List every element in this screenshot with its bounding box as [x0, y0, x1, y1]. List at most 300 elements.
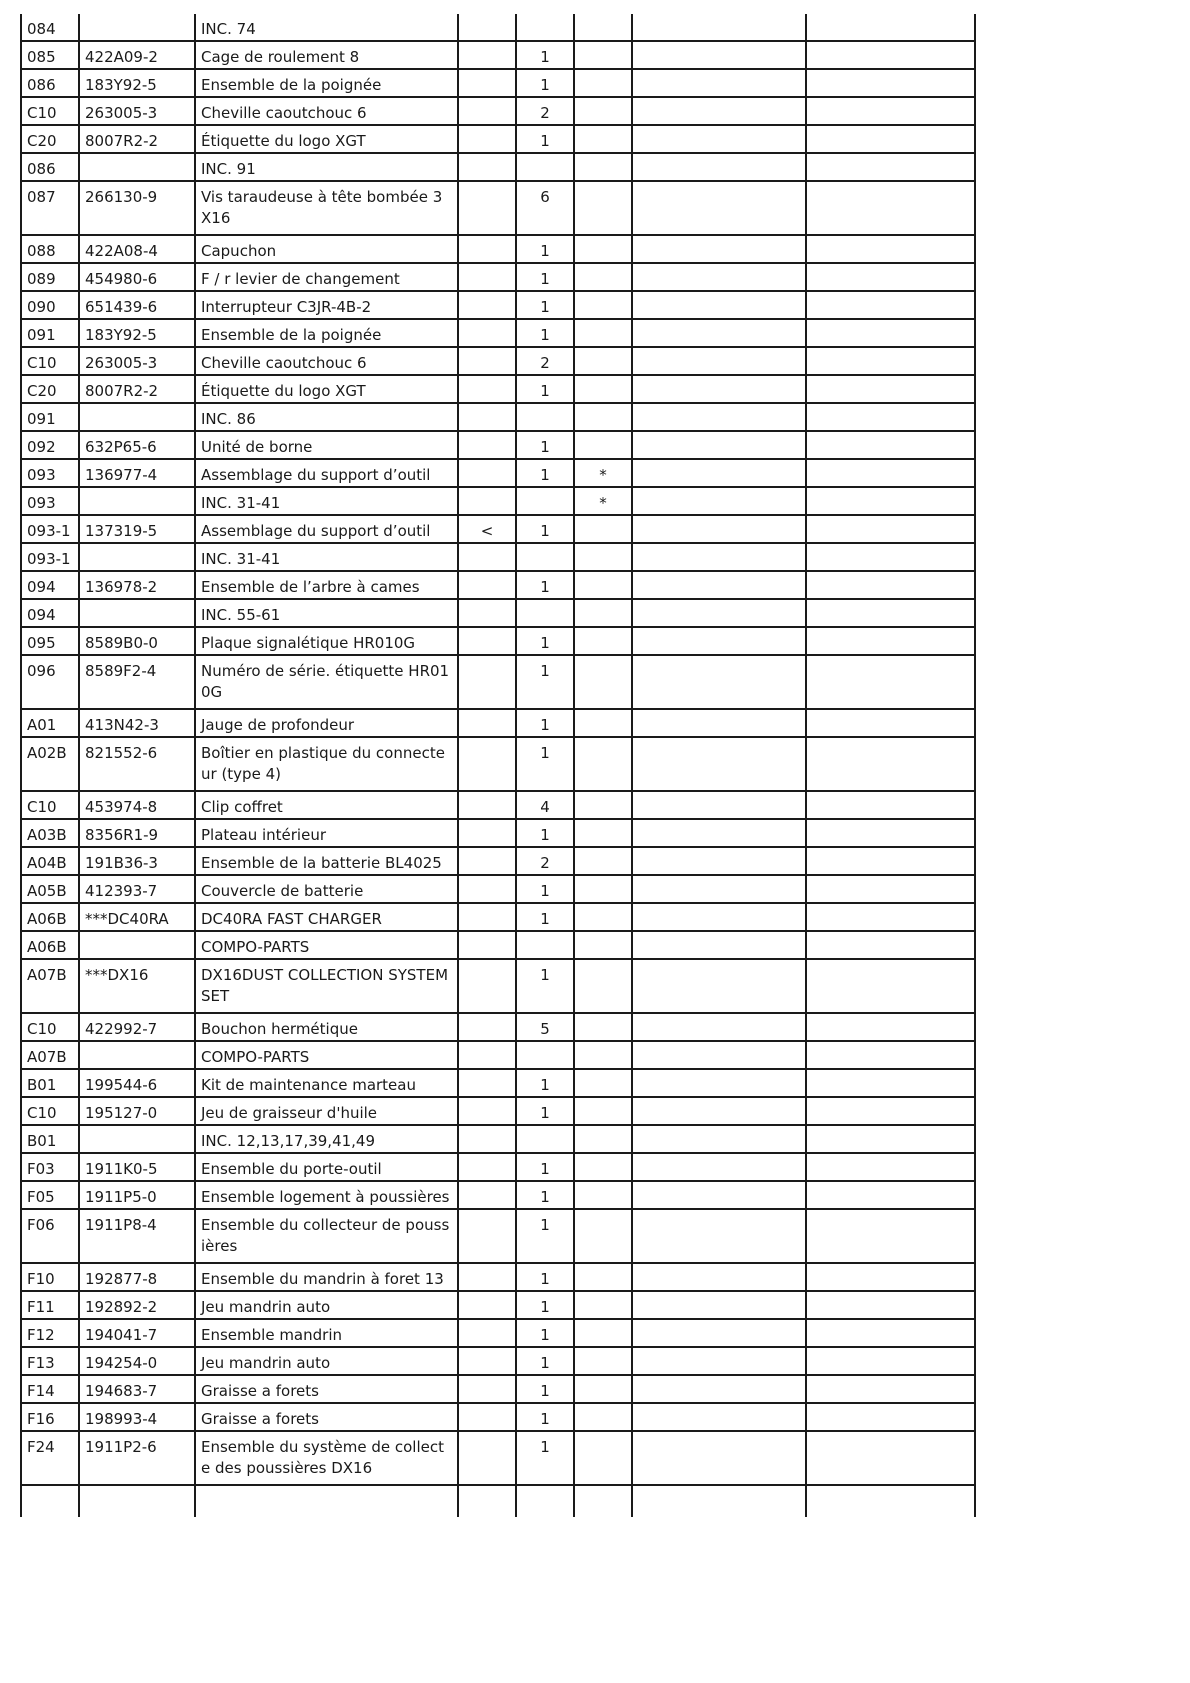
mark-cell: [574, 791, 632, 819]
part-number-cell: [79, 599, 195, 627]
note-cell: [458, 1291, 516, 1319]
description-cell: Bouchon hermétique: [195, 1013, 458, 1041]
part-number-cell: 1911K0-5: [79, 1153, 195, 1181]
note-cell: [458, 459, 516, 487]
quantity-cell: 1: [516, 875, 574, 903]
table-row: [21, 709, 975, 737]
mark-cell: [574, 1431, 632, 1485]
empty-cell: [632, 487, 806, 515]
description-cell: Ensemble logement à poussières: [195, 1181, 458, 1209]
description-cell: Jauge de profondeur: [195, 709, 458, 737]
empty-cell: [806, 709, 975, 737]
part-number-cell: 1911P5-0: [79, 1181, 195, 1209]
quantity-cell: 1: [516, 571, 574, 599]
note-cell: [458, 1403, 516, 1431]
note-cell: [458, 375, 516, 403]
quantity-cell: 1: [516, 1431, 574, 1485]
item-number-cell: [21, 1485, 79, 1517]
note-cell: [458, 1181, 516, 1209]
part-number-cell: 194041-7: [79, 1319, 195, 1347]
part-number-cell: 136978-2: [79, 571, 195, 599]
table-row: [21, 847, 975, 875]
empty-cell: [632, 1013, 806, 1041]
item-number-cell: B01: [21, 1125, 79, 1153]
note-cell: [458, 791, 516, 819]
quantity-cell: 2: [516, 97, 574, 125]
empty-cell: [632, 41, 806, 69]
empty-cell: [632, 847, 806, 875]
empty-cell: [806, 655, 975, 709]
table-row: [21, 1013, 975, 1041]
mark-cell: [574, 543, 632, 571]
item-number-cell: 089: [21, 263, 79, 291]
empty-cell: [806, 819, 975, 847]
part-number-cell: 1911P2-6: [79, 1431, 195, 1485]
mark-cell: [574, 347, 632, 375]
empty-cell: [632, 819, 806, 847]
part-number-cell: 8007R2-2: [79, 125, 195, 153]
table-row: [21, 1485, 975, 1517]
empty-cell: [806, 1041, 975, 1069]
part-number-cell: ***DC40RA: [79, 903, 195, 931]
table-row: [21, 1069, 975, 1097]
quantity-cell: [516, 153, 574, 181]
table-row: [21, 459, 975, 487]
empty-cell: [806, 599, 975, 627]
empty-cell: [632, 1125, 806, 1153]
empty-cell: [806, 1069, 975, 1097]
item-number-cell: 094: [21, 571, 79, 599]
mark-cell: [574, 1403, 632, 1431]
description-cell: Ensemble de la batterie BL4025: [195, 847, 458, 875]
empty-cell: [806, 543, 975, 571]
note-cell: [458, 959, 516, 1013]
quantity-cell: 1: [516, 819, 574, 847]
empty-cell: [806, 1347, 975, 1375]
mark-cell: [574, 1209, 632, 1263]
part-number-cell: 194683-7: [79, 1375, 195, 1403]
note-cell: [458, 931, 516, 959]
mark-cell: [574, 599, 632, 627]
mark-cell: [574, 153, 632, 181]
empty-cell: [632, 459, 806, 487]
empty-cell: [632, 655, 806, 709]
mark-cell: [574, 959, 632, 1013]
quantity-cell: 1: [516, 1375, 574, 1403]
parts-table: [20, 14, 976, 1517]
table-row: [21, 347, 975, 375]
item-number-cell: F12: [21, 1319, 79, 1347]
parts-table-body: [21, 14, 975, 1517]
table-row: [21, 875, 975, 903]
empty-cell: [806, 125, 975, 153]
item-number-cell: 086: [21, 153, 79, 181]
note-cell: [458, 97, 516, 125]
empty-cell: [632, 291, 806, 319]
empty-cell: [632, 235, 806, 263]
description-cell: Cheville caoutchouc 6: [195, 97, 458, 125]
table-row: [21, 655, 975, 709]
table-row: [21, 543, 975, 571]
part-number-cell: 1911P8-4: [79, 1209, 195, 1263]
empty-cell: [806, 1319, 975, 1347]
empty-cell: [806, 1209, 975, 1263]
item-number-cell: 092: [21, 431, 79, 459]
table-row: [21, 375, 975, 403]
description-cell: Kit de maintenance marteau: [195, 1069, 458, 1097]
part-number-cell: 454980-6: [79, 263, 195, 291]
table-row: [21, 41, 975, 69]
item-number-cell: 084: [21, 14, 79, 41]
note-cell: [458, 263, 516, 291]
mark-cell: [574, 1069, 632, 1097]
empty-cell: [632, 709, 806, 737]
mark-cell: [574, 709, 632, 737]
item-number-cell: 088: [21, 235, 79, 263]
table-row: [21, 319, 975, 347]
mark-cell: [574, 1125, 632, 1153]
empty-cell: [632, 1291, 806, 1319]
item-number-cell: A04B: [21, 847, 79, 875]
empty-cell: [632, 1041, 806, 1069]
item-number-cell: A06B: [21, 903, 79, 931]
empty-cell: [632, 1069, 806, 1097]
note-cell: [458, 235, 516, 263]
note-cell: [458, 153, 516, 181]
description-cell: Ensemble du système de collecte des poussières DX16: [195, 1431, 458, 1485]
empty-cell: [632, 571, 806, 599]
empty-cell: [806, 1485, 975, 1517]
quantity-cell: 1: [516, 1347, 574, 1375]
part-number-cell: [79, 543, 195, 571]
part-number-cell: 191B36-3: [79, 847, 195, 875]
mark-cell: *: [574, 487, 632, 515]
quantity-cell: 1: [516, 959, 574, 1013]
part-number-cell: [79, 1041, 195, 1069]
empty-cell: [806, 1263, 975, 1291]
part-number-cell: 453974-8: [79, 791, 195, 819]
quantity-cell: [516, 1041, 574, 1069]
part-number-cell: 192877-8: [79, 1263, 195, 1291]
item-number-cell: 086: [21, 69, 79, 97]
empty-cell: [806, 291, 975, 319]
empty-cell: [806, 153, 975, 181]
description-cell: Étiquette du logo XGT: [195, 125, 458, 153]
description-cell: DC40RA FAST CHARGER: [195, 903, 458, 931]
note-cell: [458, 291, 516, 319]
description-cell: Cage de roulement 8: [195, 41, 458, 69]
empty-cell: [806, 459, 975, 487]
mark-cell: [574, 69, 632, 97]
empty-cell: [632, 69, 806, 97]
description-cell: Jeu mandrin auto: [195, 1347, 458, 1375]
item-number-cell: C10: [21, 1097, 79, 1125]
item-number-cell: F24: [21, 1431, 79, 1485]
note-cell: [458, 1013, 516, 1041]
mark-cell: [574, 403, 632, 431]
part-number-cell: 199544-6: [79, 1069, 195, 1097]
quantity-cell: 1: [516, 709, 574, 737]
part-number-cell: 413N42-3: [79, 709, 195, 737]
note-cell: [458, 1431, 516, 1485]
mark-cell: [574, 1097, 632, 1125]
empty-cell: [632, 1347, 806, 1375]
empty-cell: [806, 875, 975, 903]
part-number-cell: 821552-6: [79, 737, 195, 791]
description-cell: Cheville caoutchouc 6: [195, 347, 458, 375]
empty-cell: [806, 181, 975, 235]
mark-cell: [574, 627, 632, 655]
table-row: [21, 599, 975, 627]
mark-cell: [574, 1181, 632, 1209]
empty-cell: [806, 431, 975, 459]
item-number-cell: B01: [21, 1069, 79, 1097]
table-row: [21, 263, 975, 291]
quantity-cell: [516, 403, 574, 431]
item-number-cell: 096: [21, 655, 79, 709]
item-number-cell: 095: [21, 627, 79, 655]
empty-cell: [806, 403, 975, 431]
empty-cell: [632, 1097, 806, 1125]
description-cell: INC. 55-61: [195, 599, 458, 627]
note-cell: <: [458, 515, 516, 543]
empty-cell: [806, 69, 975, 97]
item-number-cell: F16: [21, 1403, 79, 1431]
item-number-cell: 090: [21, 291, 79, 319]
quantity-cell: 5: [516, 1013, 574, 1041]
part-number-cell: 412393-7: [79, 875, 195, 903]
mark-cell: [574, 431, 632, 459]
empty-cell: [632, 1485, 806, 1517]
quantity-cell: 1: [516, 737, 574, 791]
item-number-cell: A03B: [21, 819, 79, 847]
table-row: [21, 431, 975, 459]
part-number-cell: [79, 487, 195, 515]
mark-cell: [574, 41, 632, 69]
part-number-cell: 183Y92-5: [79, 69, 195, 97]
table-row: [21, 1347, 975, 1375]
mark-cell: [574, 1375, 632, 1403]
note-cell: [458, 875, 516, 903]
mark-cell: [574, 291, 632, 319]
description-cell: Ensemble mandrin: [195, 1319, 458, 1347]
empty-cell: [806, 1125, 975, 1153]
part-number-cell: [79, 153, 195, 181]
note-cell: [458, 655, 516, 709]
quantity-cell: 1: [516, 431, 574, 459]
part-number-cell: 422A09-2: [79, 41, 195, 69]
table-row: [21, 791, 975, 819]
empty-cell: [632, 1181, 806, 1209]
note-cell: [458, 1319, 516, 1347]
quantity-cell: [516, 1125, 574, 1153]
quantity-cell: 2: [516, 347, 574, 375]
quantity-cell: 1: [516, 319, 574, 347]
mark-cell: [574, 1153, 632, 1181]
empty-cell: [806, 627, 975, 655]
description-cell: INC. 91: [195, 153, 458, 181]
empty-cell: [632, 181, 806, 235]
mark-cell: [574, 1319, 632, 1347]
mark-cell: [574, 1041, 632, 1069]
mark-cell: [574, 263, 632, 291]
description-cell: Ensemble de la poignée: [195, 319, 458, 347]
empty-cell: [806, 1181, 975, 1209]
note-cell: [458, 709, 516, 737]
empty-cell: [632, 543, 806, 571]
empty-cell: [632, 1209, 806, 1263]
item-number-cell: C20: [21, 125, 79, 153]
quantity-cell: 1: [516, 1069, 574, 1097]
part-number-cell: 183Y92-5: [79, 319, 195, 347]
part-number-cell: [79, 1125, 195, 1153]
empty-cell: [632, 319, 806, 347]
empty-cell: [806, 235, 975, 263]
empty-cell: [806, 41, 975, 69]
empty-cell: [632, 153, 806, 181]
item-number-cell: 091: [21, 403, 79, 431]
note-cell: [458, 1375, 516, 1403]
empty-cell: [806, 1403, 975, 1431]
empty-cell: [632, 903, 806, 931]
part-number-cell: 263005-3: [79, 347, 195, 375]
quantity-cell: 1: [516, 1097, 574, 1125]
mark-cell: [574, 1291, 632, 1319]
part-number-cell: 651439-6: [79, 291, 195, 319]
quantity-cell: 1: [516, 627, 574, 655]
table-row: [21, 571, 975, 599]
description-cell: COMPO-PARTS: [195, 1041, 458, 1069]
note-cell: [458, 487, 516, 515]
item-number-cell: C10: [21, 347, 79, 375]
empty-cell: [632, 1403, 806, 1431]
empty-cell: [632, 1375, 806, 1403]
item-number-cell: A02B: [21, 737, 79, 791]
item-number-cell: C10: [21, 791, 79, 819]
table-row: [21, 487, 975, 515]
quantity-cell: 1: [516, 375, 574, 403]
empty-cell: [806, 903, 975, 931]
description-cell: INC. 74: [195, 14, 458, 41]
note-cell: [458, 571, 516, 599]
description-cell: Unité de borne: [195, 431, 458, 459]
mark-cell: [574, 737, 632, 791]
description-cell: Jeu de graisseur d'huile: [195, 1097, 458, 1125]
mark-cell: [574, 931, 632, 959]
empty-cell: [632, 403, 806, 431]
quantity-cell: 1: [516, 1209, 574, 1263]
table-row: [21, 153, 975, 181]
quantity-cell: [516, 14, 574, 41]
empty-cell: [806, 1431, 975, 1485]
description-cell: INC. 12,13,17,39,41,49: [195, 1125, 458, 1153]
quantity-cell: 6: [516, 181, 574, 235]
empty-cell: [806, 791, 975, 819]
table-row: [21, 1125, 975, 1153]
item-number-cell: F13: [21, 1347, 79, 1375]
part-number-cell: 8007R2-2: [79, 375, 195, 403]
table-row: [21, 515, 975, 543]
empty-cell: [632, 375, 806, 403]
item-number-cell: 085: [21, 41, 79, 69]
description-cell: Ensemble du porte-outil: [195, 1153, 458, 1181]
quantity-cell: 1: [516, 903, 574, 931]
item-number-cell: 093-1: [21, 543, 79, 571]
mark-cell: [574, 375, 632, 403]
empty-cell: [806, 375, 975, 403]
empty-cell: [632, 1431, 806, 1485]
table-row: [21, 181, 975, 235]
table-row: [21, 1403, 975, 1431]
quantity-cell: 1: [516, 1403, 574, 1431]
quantity-cell: 1: [516, 291, 574, 319]
description-cell: INC. 31-41: [195, 543, 458, 571]
part-number-cell: 194254-0: [79, 1347, 195, 1375]
table-row: [21, 97, 975, 125]
note-cell: [458, 599, 516, 627]
empty-cell: [632, 515, 806, 543]
table-row: [21, 1097, 975, 1125]
item-number-cell: F03: [21, 1153, 79, 1181]
part-number-cell: [79, 1485, 195, 1517]
description-cell: Étiquette du logo XGT: [195, 375, 458, 403]
description-cell: Graisse a forets: [195, 1403, 458, 1431]
description-cell: Capuchon: [195, 235, 458, 263]
item-number-cell: A06B: [21, 931, 79, 959]
note-cell: [458, 543, 516, 571]
note-cell: [458, 1097, 516, 1125]
description-cell: Jeu mandrin auto: [195, 1291, 458, 1319]
quantity-cell: [516, 599, 574, 627]
empty-cell: [632, 431, 806, 459]
mark-cell: [574, 97, 632, 125]
empty-cell: [806, 1097, 975, 1125]
description-cell: Ensemble du mandrin à foret 13: [195, 1263, 458, 1291]
note-cell: [458, 1209, 516, 1263]
empty-cell: [806, 1013, 975, 1041]
item-number-cell: C10: [21, 1013, 79, 1041]
description-cell: Ensemble du collecteur de poussières: [195, 1209, 458, 1263]
description-cell: INC. 31-41: [195, 487, 458, 515]
description-cell: [195, 1485, 458, 1517]
empty-cell: [632, 875, 806, 903]
part-number-cell: 8589B0-0: [79, 627, 195, 655]
quantity-cell: 1: [516, 1263, 574, 1291]
description-cell: Plateau intérieur: [195, 819, 458, 847]
empty-cell: [632, 737, 806, 791]
table-row: [21, 125, 975, 153]
part-number-cell: 266130-9: [79, 181, 195, 235]
description-cell: DX16DUST COLLECTION SYSTEM SET: [195, 959, 458, 1013]
note-cell: [458, 1125, 516, 1153]
description-cell: Graisse a forets: [195, 1375, 458, 1403]
table-row: [21, 69, 975, 97]
item-number-cell: 091: [21, 319, 79, 347]
quantity-cell: [516, 1485, 574, 1517]
mark-cell: [574, 1485, 632, 1517]
empty-cell: [806, 347, 975, 375]
item-number-cell: A01: [21, 709, 79, 737]
item-number-cell: F11: [21, 1291, 79, 1319]
note-cell: [458, 737, 516, 791]
part-number-cell: 422A08-4: [79, 235, 195, 263]
mark-cell: [574, 235, 632, 263]
part-number-cell: [79, 14, 195, 41]
note-cell: [458, 1347, 516, 1375]
item-number-cell: 087: [21, 181, 79, 235]
description-cell: COMPO-PARTS: [195, 931, 458, 959]
description-cell: Vis taraudeuse à tête bombée 3X16: [195, 181, 458, 235]
